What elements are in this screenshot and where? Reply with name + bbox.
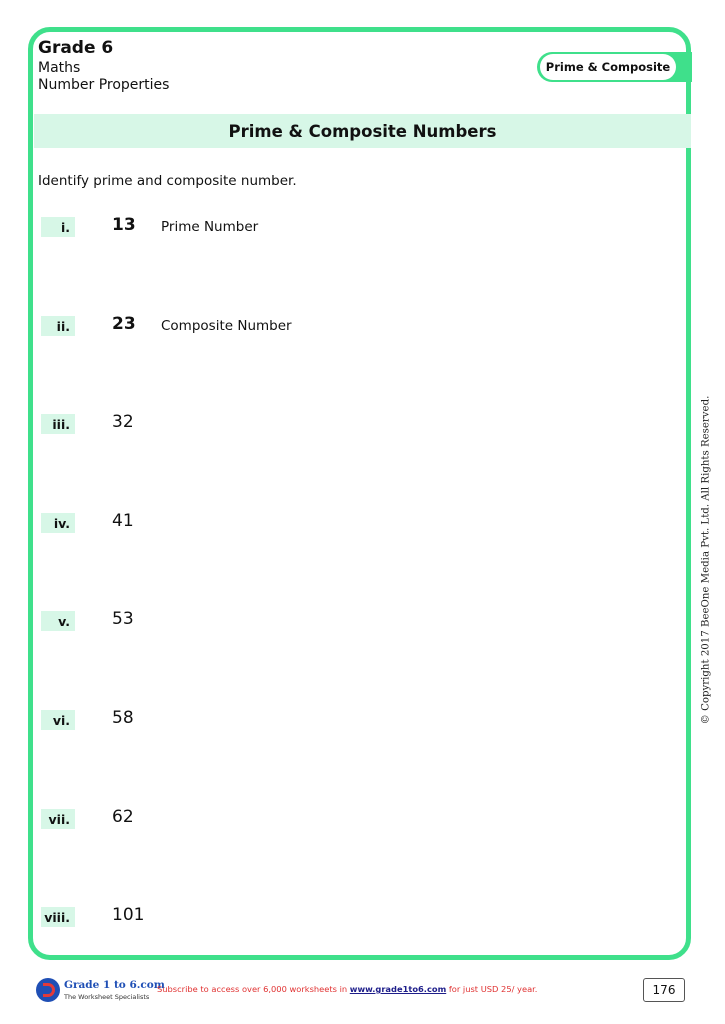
question-label: ii. — [41, 316, 75, 336]
subject-label: Maths — [38, 60, 81, 76]
question-label: iv. — [41, 513, 75, 533]
topic-label: Number Properties — [38, 77, 170, 93]
question-row — [0, 312, 600, 338]
question-label: iii. — [41, 414, 75, 434]
question-number: 62 — [112, 807, 134, 827]
question-label: vii. — [41, 809, 75, 829]
question-answer[interactable]: Prime Number — [161, 219, 259, 235]
question-label: viii. — [41, 907, 75, 927]
question-row — [0, 805, 600, 831]
question-number: 53 — [112, 609, 134, 629]
grade-heading: Grade 6 — [38, 38, 114, 58]
topic-tag: Prime & Composite — [540, 54, 676, 80]
subscribe-link[interactable]: www.grade1to6.com — [349, 984, 447, 994]
question-label: i. — [41, 217, 75, 237]
worksheet-title: Prime & Composite Numbers — [34, 114, 691, 148]
subscribe-text: Subscribe to access over 6,000 worksheets in — [157, 984, 350, 994]
logo-mark-icon — [36, 978, 60, 1002]
question-label: v. — [41, 611, 75, 631]
page-number: 176 — [643, 978, 685, 1002]
question-number: 101 — [112, 905, 145, 925]
question-number: 58 — [112, 708, 134, 728]
question-answer[interactable]: Composite Number — [161, 318, 292, 334]
instruction-text: Identify prime and composite number. — [38, 173, 297, 189]
logo-tagline: The Worksheet Specialists — [64, 993, 150, 1001]
site-logo[interactable] — [36, 978, 165, 1006]
subscribe-price: for just USD 25/ year. — [446, 984, 538, 994]
question-number: 41 — [112, 511, 134, 531]
question-row — [0, 903, 600, 929]
subscribe-banner — [157, 984, 537, 994]
question-number: 32 — [112, 412, 134, 432]
question-number: 13 — [112, 215, 136, 235]
question-row — [0, 607, 600, 633]
logo-name: Grade 1 to 6.com — [64, 979, 165, 991]
question-label: vi. — [41, 710, 75, 730]
question-number: 23 — [112, 314, 136, 334]
question-row — [0, 213, 600, 239]
copyright-notice: © Copyright 2017 BeeOne Media Pvt. Ltd. All Rights Reserved. — [700, 395, 712, 725]
question-row — [0, 509, 600, 535]
question-row — [0, 410, 600, 436]
question-row — [0, 706, 600, 732]
